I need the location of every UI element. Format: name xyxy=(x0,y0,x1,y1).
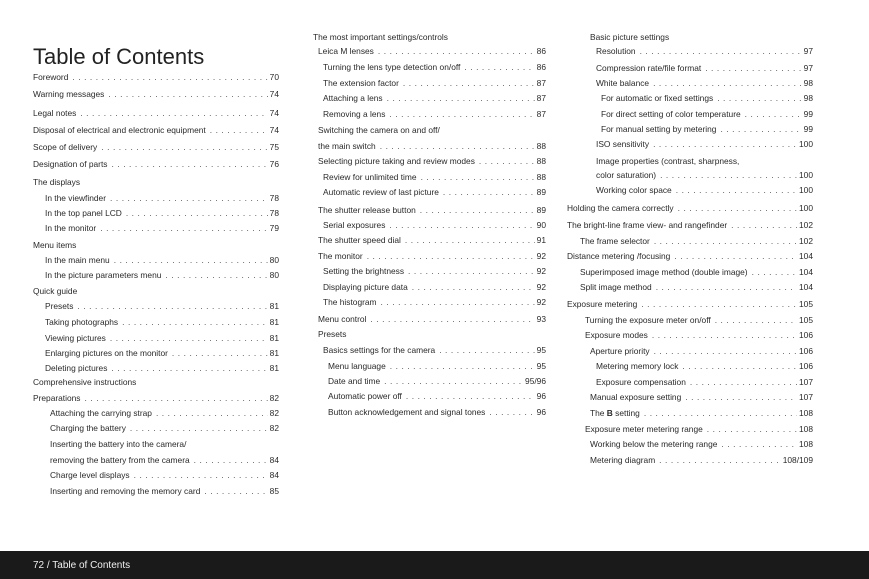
toc-heading[interactable]: Inserting the battery into the camera/ xyxy=(50,439,187,449)
leader-dots xyxy=(654,236,797,247)
toc-entry-label: Disposal of electrical and electronic equipment xyxy=(33,125,206,135)
toc-entry[interactable] xyxy=(585,330,813,341)
toc-entry-page: 92 xyxy=(536,282,546,292)
toc-entry-page: 108/109 xyxy=(782,455,813,465)
toc-entry-page: 89 xyxy=(536,187,546,197)
toc-entry-label: Scope of delivery xyxy=(33,142,98,152)
leader-dots xyxy=(420,205,535,216)
leader-dots xyxy=(720,124,801,135)
toc-entry-label: Charge level displays xyxy=(50,470,130,480)
toc-entry[interactable] xyxy=(323,78,546,89)
leader-dots xyxy=(678,203,797,214)
toc-entry-page: 95 xyxy=(536,361,546,371)
toc-entry-page: 82 xyxy=(269,423,279,433)
toc-entry-page: 74 xyxy=(269,108,279,118)
toc-entry[interactable] xyxy=(318,205,546,216)
toc-entry[interactable] xyxy=(596,170,813,181)
toc-entry-page: 81 xyxy=(269,301,279,311)
toc-entry-page: 97 xyxy=(803,46,813,56)
leader-dots xyxy=(656,282,797,293)
leader-dots xyxy=(674,251,797,262)
toc-entry-label: The extension factor xyxy=(323,78,399,88)
toc-entry[interactable] xyxy=(567,299,813,310)
toc-entry-page: 96 xyxy=(536,407,546,417)
leader-dots xyxy=(381,297,535,308)
toc-entry-page: 106 xyxy=(799,346,813,356)
toc-entry-page: 93 xyxy=(536,314,546,324)
leader-dots xyxy=(100,223,267,234)
leader-dots xyxy=(172,348,268,359)
toc-entry[interactable] xyxy=(33,125,279,136)
toc-entry-label: Turning the exposure meter on/off xyxy=(585,315,711,325)
toc-entry-page: 107 xyxy=(799,377,813,387)
toc-entry-page: 76 xyxy=(269,159,279,169)
leader-dots xyxy=(406,391,535,402)
toc-entry[interactable] xyxy=(323,266,546,277)
toc-heading[interactable]: Menu items xyxy=(33,240,77,250)
toc-entry-page: 104 xyxy=(799,267,813,277)
toc-entry-page: 87 xyxy=(536,78,546,88)
leader-dots xyxy=(731,220,797,231)
toc-entry-page: 100 xyxy=(799,170,813,180)
leader-dots xyxy=(112,159,268,170)
toc-entry-label: Exposure meter metering range xyxy=(585,424,703,434)
toc-entry-page: 82 xyxy=(269,408,279,418)
toc-entry-page: 78 xyxy=(269,193,279,203)
toc-entry-label: Foreword xyxy=(33,72,69,82)
leader-dots xyxy=(378,46,535,57)
toc-entry[interactable] xyxy=(33,393,279,404)
toc-entry-page: 98 xyxy=(803,93,813,103)
toc-entry-page: 89 xyxy=(536,205,546,215)
leader-dots xyxy=(408,266,535,277)
toc-entry[interactable] xyxy=(590,455,813,466)
leader-dots xyxy=(654,346,797,357)
leader-dots xyxy=(464,62,534,73)
toc-entry-label: Enlarging pictures on the monitor xyxy=(45,348,168,358)
toc-entry-page: 90 xyxy=(536,220,546,230)
toc-entry[interactable] xyxy=(580,236,813,247)
toc-entry-page: 96 xyxy=(536,391,546,401)
toc-entry-page: 108 xyxy=(799,424,813,434)
leader-dots xyxy=(384,376,523,387)
toc-entry-label: The bright-line frame view- and rangefinder xyxy=(567,220,728,230)
leader-dots xyxy=(421,172,535,183)
toc-entry-label: Resolution xyxy=(596,46,636,56)
toc-entry-label: Date and time xyxy=(328,376,381,386)
toc-entry-label: Removing a lens xyxy=(323,109,386,119)
toc-entry-page: 81 xyxy=(269,363,279,373)
toc-heading[interactable]: The displays xyxy=(33,177,81,187)
footer-page-label: 72 / Table of Contents xyxy=(33,560,131,571)
toc-entry[interactable] xyxy=(328,407,546,418)
toc-entry-label: In the picture parameters menu xyxy=(45,270,162,280)
toc-entry[interactable] xyxy=(328,376,546,387)
leader-dots xyxy=(130,423,268,434)
toc-entry[interactable] xyxy=(323,62,546,73)
toc-entry-page: 100 xyxy=(799,203,813,213)
toc-entry[interactable] xyxy=(45,333,279,344)
toc-entry[interactable] xyxy=(323,220,546,231)
toc-entry-page: 92 xyxy=(536,297,546,307)
toc-entry-label: For direct setting of color temperature xyxy=(601,109,741,119)
toc-heading[interactable]: Image properties (contrast, sharpness, xyxy=(596,156,740,166)
toc-entry-page: 74 xyxy=(269,125,279,135)
toc-entry[interactable] xyxy=(50,486,279,497)
toc-entry-page: 88 xyxy=(536,172,546,182)
toc-entry[interactable] xyxy=(585,315,813,326)
toc-entry[interactable] xyxy=(50,470,279,481)
leader-dots xyxy=(380,141,535,152)
toc-entry-label: Working color space xyxy=(596,185,672,195)
leader-dots xyxy=(745,109,802,120)
toc-entry[interactable] xyxy=(318,156,546,167)
toc-entry[interactable] xyxy=(45,363,279,374)
toc-entry-page: 80 xyxy=(269,255,279,265)
toc-entry[interactable] xyxy=(601,124,813,135)
leader-dots xyxy=(194,455,268,466)
leader-dots xyxy=(752,267,797,278)
toc-entry-page: 74 xyxy=(269,89,279,99)
toc-entry-label: Viewing pictures xyxy=(45,333,106,343)
toc-entry[interactable] xyxy=(596,361,813,372)
toc-entry-page: 78 xyxy=(269,208,279,218)
toc-heading[interactable]: Presets xyxy=(318,329,347,339)
toc-entry[interactable] xyxy=(323,109,546,120)
toc-entry[interactable] xyxy=(318,314,546,325)
toc-entry-page: 92 xyxy=(536,251,546,261)
leader-dots xyxy=(165,270,267,281)
leader-dots xyxy=(389,220,534,231)
toc-entry-page: 79 xyxy=(269,223,279,233)
toc-entry-label: Split image method xyxy=(580,282,652,292)
toc-entry-page: 81 xyxy=(269,317,279,327)
page-title: Table of Contents xyxy=(33,43,205,69)
leader-dots xyxy=(85,393,268,404)
toc-entry-label: For automatic or fixed settings xyxy=(601,93,714,103)
toc-entry-page: 92 xyxy=(536,266,546,276)
leader-dots xyxy=(389,109,534,120)
leader-dots xyxy=(660,170,797,181)
toc-entry-label: The frame selector xyxy=(580,236,650,246)
toc-entry-page: 105 xyxy=(799,299,813,309)
toc-entry-page: 84 xyxy=(269,470,279,480)
leader-dots xyxy=(77,301,267,312)
toc-entry[interactable] xyxy=(596,63,813,74)
toc-entry-label: Automatic power off xyxy=(328,391,402,401)
toc-entry[interactable] xyxy=(45,193,279,204)
leader-dots xyxy=(114,255,268,266)
toc-entry-label: Automatic review of last picture xyxy=(323,187,439,197)
toc-entry[interactable] xyxy=(45,348,279,359)
leader-dots xyxy=(108,89,267,100)
toc-entry-page: 100 xyxy=(799,185,813,195)
toc-entry-label: ISO sensitivity xyxy=(596,139,650,149)
leader-dots xyxy=(122,317,268,328)
toc-entry-page: 81 xyxy=(269,333,279,343)
toc-entry[interactable] xyxy=(590,408,813,419)
leader-dots xyxy=(405,235,535,246)
leader-dots xyxy=(367,251,535,262)
toc-entry[interactable] xyxy=(323,187,546,198)
leader-dots xyxy=(682,361,797,372)
toc-entry[interactable] xyxy=(567,251,813,262)
toc-entry-label: Superimposed image method (double image) xyxy=(580,267,748,277)
leader-dots xyxy=(685,392,797,403)
leader-dots xyxy=(387,93,535,104)
toc-entry-label: Inserting and removing the memory card xyxy=(50,486,201,496)
leader-dots xyxy=(72,72,267,83)
toc-entry-page: 102 xyxy=(799,220,813,230)
leader-dots xyxy=(705,63,801,74)
toc-entry-label: Review for unlimited time xyxy=(323,172,417,182)
toc-entry-label: Presets xyxy=(45,301,74,311)
toc-entry-label: Preparations xyxy=(33,393,81,403)
toc-entry-label: Selecting picture taking and review modes xyxy=(318,156,475,166)
toc-entry-page: 108 xyxy=(799,408,813,418)
toc-entry-label: color saturation) xyxy=(596,170,657,180)
toc-entry-label: Turning the lens type detection on/off xyxy=(323,62,461,72)
toc-entry-page: 104 xyxy=(799,282,813,292)
toc-entry-page: 75 xyxy=(269,142,279,152)
toc-entry[interactable] xyxy=(328,391,546,402)
toc-entry-label: Distance metering /focusing xyxy=(567,251,671,261)
leader-dots xyxy=(715,315,797,326)
leader-dots xyxy=(390,361,535,372)
toc-heading[interactable]: Comprehensive instructions xyxy=(33,377,137,387)
leader-dots xyxy=(707,424,797,435)
toc-entry-label: Exposure metering xyxy=(567,299,638,309)
toc-entry-label: For manual setting by metering xyxy=(601,124,717,134)
toc-heading[interactable]: Quick guide xyxy=(33,286,78,296)
toc-entry[interactable] xyxy=(596,377,813,388)
toc-entry[interactable] xyxy=(567,203,813,214)
toc-entry-page: 70 xyxy=(269,72,279,82)
toc-entry-label: In the main menu xyxy=(45,255,110,265)
toc-entry-label: Designation of parts xyxy=(33,159,108,169)
toc-entry[interactable] xyxy=(45,208,279,219)
toc-entry-label: Working below the metering range xyxy=(590,439,718,449)
toc-entry-label: Taking photographs xyxy=(45,317,119,327)
toc-entry[interactable] xyxy=(596,139,813,150)
toc-entry[interactable] xyxy=(45,270,279,281)
toc-entry[interactable] xyxy=(590,392,813,403)
leader-dots xyxy=(110,333,268,344)
leader-dots xyxy=(644,408,797,419)
toc-entry-page: 88 xyxy=(536,156,546,166)
toc-entry-label: Compression rate/file format xyxy=(596,63,702,73)
toc-entry[interactable] xyxy=(33,89,279,100)
toc-entry[interactable] xyxy=(50,408,279,419)
leader-dots xyxy=(443,187,535,198)
toc-entry-label: removing the battery from the camera xyxy=(50,455,190,465)
toc-entry[interactable] xyxy=(590,346,813,357)
toc-entry-page: 97 xyxy=(803,63,813,73)
toc-entry-label: In the viewfinder xyxy=(45,193,106,203)
toc-entry[interactable] xyxy=(601,109,813,120)
leader-dots xyxy=(204,486,267,497)
toc-entry-page: 98 xyxy=(803,78,813,88)
leader-dots xyxy=(659,455,781,466)
toc-entry-page: 106 xyxy=(799,330,813,340)
leader-dots xyxy=(370,314,534,325)
toc-entry-page: 82 xyxy=(269,393,279,403)
toc-entry-page: 95 xyxy=(536,345,546,355)
page-footer xyxy=(0,551,869,579)
toc-entry[interactable] xyxy=(33,159,279,170)
leader-dots xyxy=(134,470,268,481)
toc-entry-page: 100 xyxy=(799,139,813,149)
toc-entry-label: Setting the brightness xyxy=(323,266,405,276)
leader-dots xyxy=(690,377,797,388)
toc-entry-label: Warning messages xyxy=(33,89,105,99)
toc-entry-label: Exposure compensation xyxy=(596,377,686,387)
leader-dots xyxy=(439,345,534,356)
toc-entry-page: 107 xyxy=(799,392,813,402)
toc-entry[interactable] xyxy=(33,142,279,153)
leader-dots xyxy=(653,139,797,150)
toc-entry-page: 108 xyxy=(799,439,813,449)
toc-entry-label: Legal notes xyxy=(33,108,77,118)
toc-entry-label: Basics settings for the camera xyxy=(323,345,436,355)
leader-dots xyxy=(717,93,801,104)
toc-entry[interactable] xyxy=(318,235,546,246)
toc-entry[interactable] xyxy=(323,93,546,104)
toc-entry[interactable] xyxy=(318,251,546,262)
toc-entry-label: Charging the battery xyxy=(50,423,126,433)
toc-entry-page: 86 xyxy=(536,62,546,72)
toc-entry[interactable] xyxy=(596,185,813,196)
leader-dots xyxy=(403,78,535,89)
toc-entry-label: In the monitor xyxy=(45,223,97,233)
toc-entry[interactable] xyxy=(33,108,279,119)
toc-entry[interactable] xyxy=(318,141,546,152)
toc-entry[interactable] xyxy=(323,297,546,308)
toc-entry-page: 80 xyxy=(269,270,279,280)
leader-dots xyxy=(210,125,268,136)
toc-entry[interactable] xyxy=(323,345,546,356)
toc-entry[interactable] xyxy=(580,282,813,293)
toc-entry-page: 95/96 xyxy=(525,376,546,386)
toc-entry[interactable] xyxy=(596,46,813,57)
toc-entry-label: Attaching a lens xyxy=(323,93,383,103)
toc-entry[interactable] xyxy=(45,301,279,312)
toc-entry[interactable] xyxy=(567,220,813,231)
toc-entry-label: Serial exposures xyxy=(323,220,386,230)
leader-dots xyxy=(676,185,797,196)
toc-entry[interactable] xyxy=(33,72,279,83)
toc-entry-label: Button acknowledgement and signal tones xyxy=(328,407,486,417)
leader-dots xyxy=(126,208,268,219)
toc-entry-page: 104 xyxy=(799,251,813,261)
toc-entry-page: 99 xyxy=(803,124,813,134)
leader-dots xyxy=(640,46,802,57)
toc-entry[interactable] xyxy=(328,361,546,372)
toc-entry-label: Displaying picture data xyxy=(323,282,408,292)
toc-entry[interactable] xyxy=(45,317,279,328)
toc-entry-page: 99 xyxy=(803,109,813,119)
toc-entry-label: In the top panel LCD xyxy=(45,208,122,218)
leader-dots xyxy=(653,78,802,89)
toc-entry[interactable] xyxy=(50,423,279,434)
toc-entry-page: 106 xyxy=(799,361,813,371)
toc-entry-page: 81 xyxy=(269,348,279,358)
toc-entry-label: Metering memory lock xyxy=(596,361,679,371)
leader-dots xyxy=(479,156,535,167)
toc-entry-label: The B setting xyxy=(590,408,640,418)
toc-entry-label: Leica M lenses xyxy=(318,46,374,56)
leader-dots xyxy=(652,330,797,341)
toc-entry-label: Menu language xyxy=(328,361,386,371)
toc-heading[interactable]: The most important settings/controls xyxy=(313,32,448,42)
toc-entry[interactable] xyxy=(590,439,813,450)
leader-dots xyxy=(489,407,534,418)
toc-entry[interactable] xyxy=(323,282,546,293)
toc-entry-page: 102 xyxy=(799,236,813,246)
toc-entry-label: Metering diagram xyxy=(590,455,656,465)
toc-entry-label: the main switch xyxy=(318,141,376,151)
toc-entry[interactable] xyxy=(601,93,813,104)
toc-entry-label: White balance xyxy=(596,78,650,88)
toc-entry[interactable] xyxy=(323,172,546,183)
toc-entry-page: 85 xyxy=(269,486,279,496)
toc-entry[interactable] xyxy=(45,223,279,234)
toc-entry-label: The shutter speed dial xyxy=(318,235,401,245)
leader-dots xyxy=(156,408,268,419)
toc-entry-label: The shutter release button xyxy=(318,205,416,215)
toc-entry[interactable] xyxy=(45,255,279,266)
leader-dots xyxy=(101,142,267,153)
toc-entry-page: 84 xyxy=(269,455,279,465)
toc-entry-label: Manual exposure setting xyxy=(590,392,682,402)
leader-dots xyxy=(721,439,797,450)
toc-entry-page: 105 xyxy=(799,315,813,325)
toc-entry-label: Exposure modes xyxy=(585,330,648,340)
toc-entry[interactable] xyxy=(580,267,813,278)
toc-entry-page: 88 xyxy=(536,141,546,151)
toc-entry-label: Deleting pictures xyxy=(45,363,108,373)
toc-heading[interactable]: Switching the camera on and off/ xyxy=(318,125,440,135)
leader-dots xyxy=(80,108,267,119)
toc-entry[interactable] xyxy=(596,78,813,89)
leader-dots xyxy=(412,282,535,293)
leader-dots xyxy=(111,363,267,374)
toc-entry[interactable] xyxy=(318,46,546,57)
leader-dots xyxy=(110,193,268,204)
toc-entry-page: 87 xyxy=(536,93,546,103)
toc-entry-page: 87 xyxy=(536,109,546,119)
leader-dots xyxy=(641,299,797,310)
toc-entry-label: Aperture priority xyxy=(590,346,650,356)
toc-entry[interactable] xyxy=(585,424,813,435)
toc-entry-label: Attaching the carrying strap xyxy=(50,408,152,418)
toc-heading[interactable]: Basic picture settings xyxy=(590,32,670,42)
toc-entry[interactable] xyxy=(50,455,279,466)
toc-entry-page: 91 xyxy=(536,235,546,245)
toc-entry-label: The monitor xyxy=(318,251,363,261)
toc-entry-label: The histogram xyxy=(323,297,377,307)
toc-entry-label: Menu control xyxy=(318,314,367,324)
toc-entry-page: 86 xyxy=(536,46,546,56)
toc-entry-label: Holding the camera correctly xyxy=(567,203,674,213)
